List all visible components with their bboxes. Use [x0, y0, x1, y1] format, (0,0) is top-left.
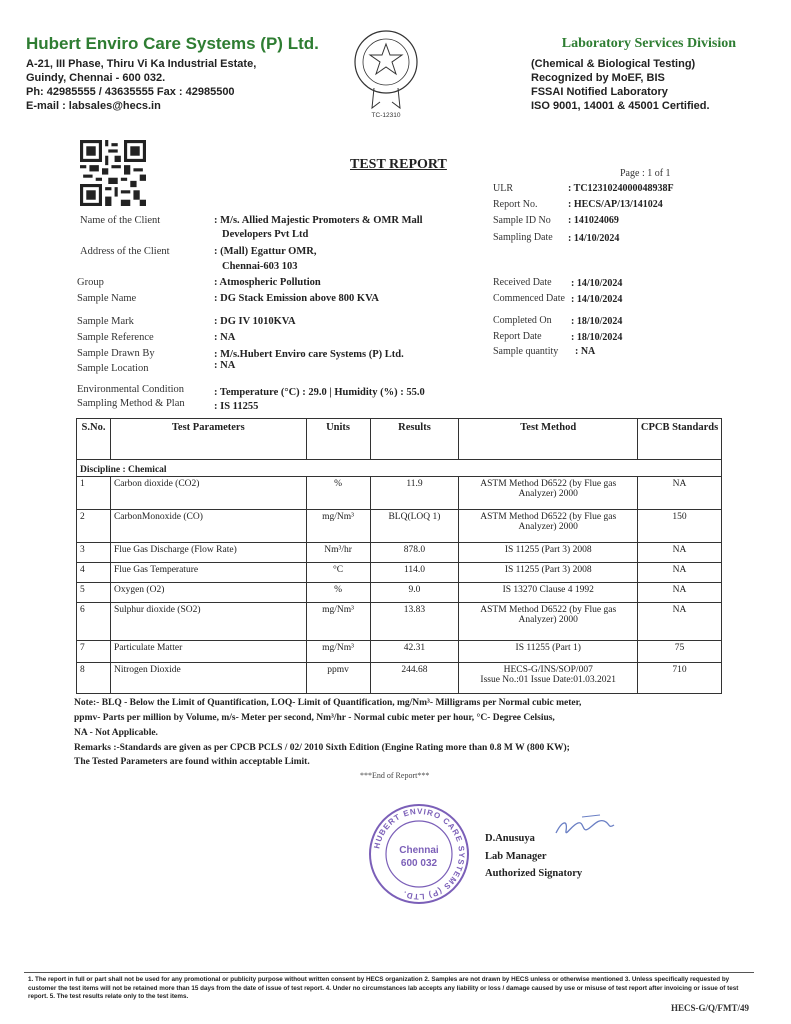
company-phone: Ph: 42985555 / 43635555 Fax : 42985500	[26, 86, 235, 98]
cell-method-line-2: Analyzer) 2000	[518, 615, 578, 625]
cell-method: IS 11255 (Part 3) 2008	[459, 543, 638, 563]
cell-method	[459, 510, 638, 543]
client-address-label: Address of the Client	[80, 246, 170, 257]
cell-standard: NA	[638, 603, 722, 641]
form-number: HECS-G/Q/FMT/49	[670, 1003, 749, 1013]
cell-method	[459, 603, 638, 641]
cell-result: 244.68	[370, 663, 459, 694]
cell-sno: 3	[77, 543, 111, 563]
table-row	[77, 510, 722, 543]
cell-parameter: Carbon dioxide (CO2)	[110, 477, 306, 510]
stamp-city: Chennai	[399, 845, 439, 856]
cell-result: 878.0	[370, 543, 459, 563]
sampling-date-value: : 14/10/2024	[568, 233, 620, 244]
client-name-label: Name of the Client	[80, 215, 161, 226]
cell-result: 42.31	[370, 641, 459, 663]
cell-parameter: Particulate Matter	[110, 641, 306, 663]
cell-sno: 2	[77, 510, 111, 543]
cell-parameter: Sulphur dioxide (SO2)	[110, 603, 306, 641]
client-address-line-1: : (Mall) Egattur OMR,	[214, 246, 317, 257]
cell-sno: 5	[77, 583, 111, 603]
cell-method	[459, 663, 638, 694]
group-label: Group	[77, 277, 104, 288]
client-name-line-1: : M/s. Allied Majestic Promoters & OMR Mall	[214, 215, 423, 226]
commenced-date-value: : 14/10/2024	[571, 294, 623, 305]
note-line-1: Note:- BLQ - Below the Limit of Quantification, LOQ- Limit of Quantification, mg/Nm³- Milligrams per Normal cubic meter,	[74, 698, 582, 708]
end-of-report: ***End of Report***	[360, 771, 430, 780]
stamp-company-text: HUBERT ENVIRO CARE SYSTEMS (P) LTD.	[372, 806, 467, 902]
cell-standard: 150	[638, 510, 722, 543]
header-test-parameters: Test Parameters	[110, 419, 306, 460]
division-title: Laboratory Services Division	[561, 36, 736, 51]
sample-name-value: : DG Stack Emission above 800 KVA	[214, 293, 379, 304]
cell-unit: °C	[306, 563, 370, 583]
client-name-line-2: Developers Pvt Ltd	[222, 229, 309, 240]
division-line-1: (Chemical & Biological Testing)	[531, 58, 696, 70]
company-address-line-1: A-21, III Phase, Thiru Vi Ka Industrial Estate,	[26, 58, 257, 70]
environmental-condition-label: Environmental Condition	[77, 384, 185, 395]
commenced-date-label: Commenced Date	[493, 293, 565, 304]
cell-unit: mg/Nm³	[306, 510, 370, 543]
header-results: Results	[370, 419, 459, 460]
table-row	[77, 563, 722, 583]
cell-parameter: Flue Gas Discharge (Flow Rate)	[110, 543, 306, 563]
sample-location-label: Sample Location	[77, 363, 149, 374]
remarks-line-1: Remarks :-Standards are given as per CPCB PCLS / 02/ 2010 Sixth Edition (Engine Rating more than 0.8 M W (800 KW);	[74, 743, 570, 753]
cell-sno: 1	[77, 477, 111, 510]
discipline-label: Discipline : Chemical	[77, 460, 722, 477]
sample-quantity-value: : NA	[575, 346, 596, 357]
cell-method: IS 11255 (Part 1)	[459, 641, 638, 663]
signature-mark	[552, 811, 618, 841]
sample-id-label: Sample ID No	[493, 215, 551, 226]
report-title: TEST REPORT	[350, 157, 447, 172]
cell-method	[459, 477, 638, 510]
cell-standard: NA	[638, 477, 722, 510]
table-row	[77, 477, 722, 510]
sample-mark-label: Sample Mark	[77, 316, 134, 327]
report-no-value: : HECS/AP/13/141024	[568, 199, 663, 210]
signatory-title: Authorized Signatory	[485, 868, 583, 879]
cell-method-line-1: HECS-G/INS/SOP/007	[503, 665, 593, 675]
completed-date-label: Completed On	[493, 315, 552, 326]
completed-date-value: : 18/10/2024	[571, 316, 623, 327]
cell-sno: 8	[77, 663, 111, 694]
sample-id-value: : 141024069	[568, 215, 619, 226]
report-date-value: : 18/10/2024	[571, 332, 623, 343]
group-value: : Atmospheric Pollution	[214, 277, 321, 288]
sampling-date-label: Sampling Date	[493, 232, 553, 243]
division-line-3: FSSAI Notified Laboratory	[531, 86, 668, 98]
cell-standard: 75	[638, 641, 722, 663]
division-line-4: ISO 9001, 14001 & 45001 Certified.	[531, 100, 710, 112]
company-name: Hubert Enviro Care Systems (P) Ltd.	[26, 34, 319, 53]
cell-method-line-1: ASTM Method D6522 (by Flue gas	[480, 605, 617, 615]
table-row	[77, 641, 722, 663]
cell-result: 11.9	[370, 477, 459, 510]
cell-method-line-2: Issue No.:01 Issue Date:01.03.2021	[480, 675, 617, 685]
note-line-3: NA - Not Applicable.	[74, 728, 158, 738]
cell-method-line-1: ASTM Method D6522 (by Flue gas	[480, 512, 617, 522]
cell-standard: 710	[638, 663, 722, 694]
cell-unit: mg/Nm³	[306, 603, 370, 641]
cell-sno: 7	[77, 641, 111, 663]
sample-reference-value: : NA	[214, 332, 236, 343]
stamp-pin: 600 032	[400, 858, 438, 869]
page-number: Page : 1 of 1	[620, 168, 671, 179]
sample-drawn-by-label: Sample Drawn By	[77, 348, 155, 359]
qr-code	[80, 140, 146, 206]
sampling-method-value: : IS 11255	[214, 401, 259, 412]
sample-reference-label: Sample Reference	[77, 332, 154, 343]
signatory-name: D.Anusuya	[485, 833, 535, 844]
cell-parameter: Nitrogen Dioxide	[110, 663, 306, 694]
ulr-label: ULR	[493, 183, 513, 194]
division-line-2: Recognized by MoEF, BIS	[531, 72, 665, 84]
footer-divider	[24, 972, 754, 973]
cell-parameter: Flue Gas Temperature	[110, 563, 306, 583]
cell-standard: NA	[638, 563, 722, 583]
signatory-role: Lab Manager	[485, 851, 547, 862]
received-date-value: : 14/10/2024	[571, 278, 623, 289]
table-header-row	[77, 419, 722, 460]
cell-method-line-2: Analyzer) 2000	[518, 489, 578, 499]
sample-drawn-by-value: : M/s.Hubert Enviro care Systems (P) Ltd.	[214, 349, 404, 360]
company-stamp	[368, 803, 470, 905]
table-row	[77, 583, 722, 603]
header-sno: S.No.	[77, 419, 111, 460]
cell-method: IS 11255 (Part 3) 2008	[459, 563, 638, 583]
cell-method: IS 13270 Clause 4 1992	[459, 583, 638, 603]
sample-name-label: Sample Name	[77, 293, 137, 304]
note-line-2: ppmv- Parts per million by Volume, m/s- Meter per second, Nm³/hr - Normal cubic meter per hour, °C- Degree Celsius,	[74, 713, 555, 723]
cell-method-line-2: Analyzer) 2000	[518, 522, 578, 532]
cell-result: 13.83	[370, 603, 459, 641]
cell-unit: %	[306, 583, 370, 603]
cell-result: 114.0	[370, 563, 459, 583]
environmental-condition-value: : Temperature (°C) : 29.0 | Humidity (%) : 55.0	[214, 387, 425, 398]
cell-unit: mg/Nm³	[306, 641, 370, 663]
sample-mark-value: : DG IV 1010KVA	[214, 316, 296, 327]
cell-result: 9.0	[370, 583, 459, 603]
table-row	[77, 603, 722, 641]
cell-result: BLQ(LOQ 1)	[370, 510, 459, 543]
remarks-line-2: The Tested Parameters are found within acceptable Limit.	[74, 757, 310, 767]
sample-quantity-label: Sample quantity	[493, 346, 559, 357]
results-table	[76, 418, 722, 694]
discipline-row	[77, 460, 722, 477]
table-row	[77, 543, 722, 563]
cell-standard: NA	[638, 543, 722, 563]
report-date-label: Report Date	[493, 331, 542, 342]
cell-parameter: CarbonMonoxide (CO)	[110, 510, 306, 543]
header-cpcb-standards: CPCB Standards	[638, 419, 722, 460]
cell-method-line-1: ASTM Method D6522 (by Flue gas	[480, 479, 617, 489]
table-row	[77, 663, 722, 694]
sample-location-value: : NA	[214, 360, 236, 371]
footer-disclaimer: 1. The report in full or part shall not be used for any promotional or publicity purpose without written consent by HECS organization 2. Samples are not drawn by HECS unless or otherwise mentioned 3. Unless specifically requested by customer the test items will not be retained more than 15 days from the date of issue of test report. 4. Under no circumstances lab accepts any liability or loss / damage caused by use or misuse of test report after invoicing or issue of test report. 5. The test results relate only to the test items.	[28, 976, 739, 1000]
ulr-value: : TC1231024000048938F	[568, 183, 674, 194]
sampling-method-label: Sampling Method & Plan	[77, 398, 185, 409]
header-units: Units	[306, 419, 370, 460]
company-address-line-2: Guindy, Chennai - 600 032.	[26, 72, 166, 84]
cell-parameter: Oxygen (O2)	[110, 583, 306, 603]
cell-standard: NA	[638, 583, 722, 603]
cell-sno: 4	[77, 563, 111, 583]
header-test-method: Test Method	[459, 419, 638, 460]
cell-unit: Nm³/hr	[306, 543, 370, 563]
company-email: E-mail : labsales@hecs.in	[26, 100, 161, 112]
cell-sno: 6	[77, 603, 111, 641]
accreditation-code: TC-12310	[371, 112, 401, 119]
cell-unit: ppmv	[306, 663, 370, 694]
accreditation-logo	[350, 22, 422, 120]
client-address-line-2: Chennai-603 103	[222, 261, 298, 272]
cell-unit: %	[306, 477, 370, 510]
report-no-label: Report No.	[493, 199, 538, 210]
received-date-label: Received Date	[493, 277, 552, 288]
